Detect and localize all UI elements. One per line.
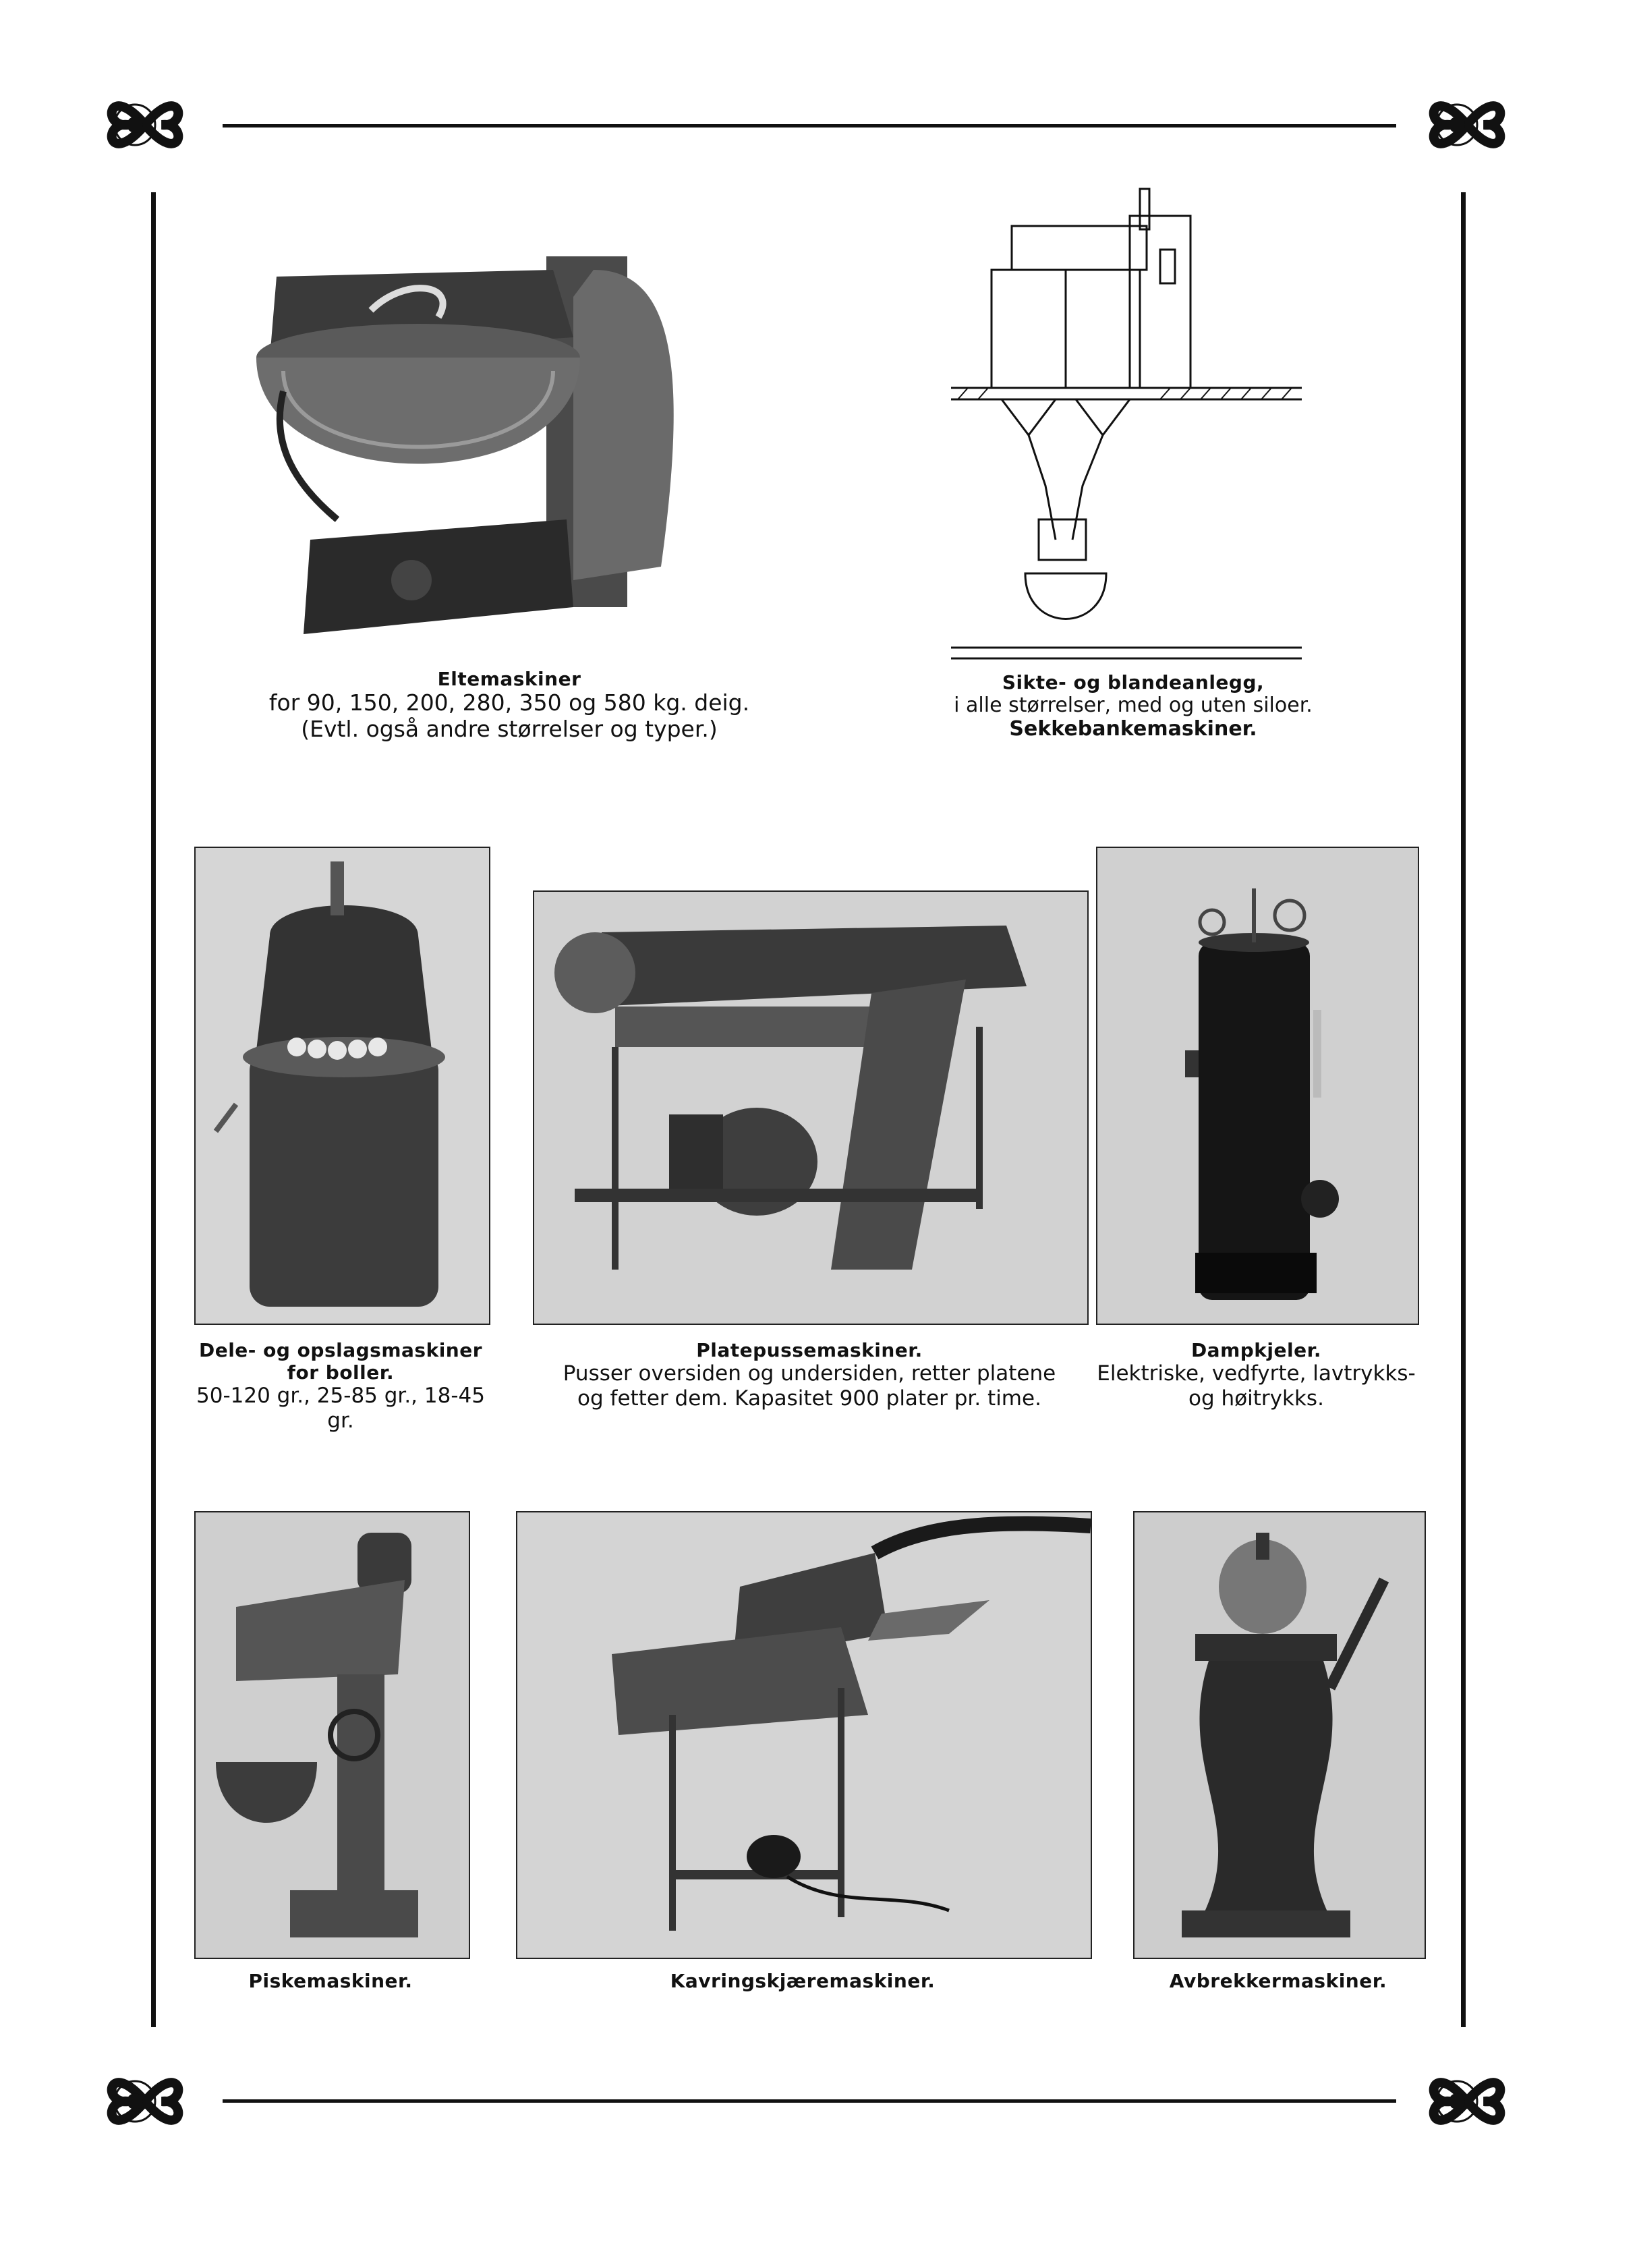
bottom-rule bbox=[223, 2099, 1396, 2103]
whisking-machine-photo bbox=[194, 1511, 470, 1959]
item-line: Pusser oversiden og undersiden, retter platene bbox=[563, 1361, 1056, 1386]
sifting-plant-diagram bbox=[938, 175, 1315, 668]
item-title: Kavringskjæremaskiner. bbox=[670, 1970, 936, 1992]
item-line: for 90, 150, 200, 280, 350 og 580 kg. deig. bbox=[268, 689, 750, 716]
item-line: 50-120 gr., 25-85 gr., 18-45 gr. bbox=[196, 1384, 485, 1433]
item-title: Dele- og opslagsmaskiner bbox=[198, 1339, 483, 1361]
item-title: Piskemaskiner. bbox=[248, 1970, 413, 1992]
item-title: Eltemaskiner bbox=[437, 668, 581, 690]
item-line: (Evtl. også andre størrelser og typer.) bbox=[301, 715, 718, 742]
caption-dele-opslagsmaskiner bbox=[182, 1339, 499, 1433]
corner-ornament-bottom-left bbox=[94, 2051, 196, 2152]
caption-eltemaskiner bbox=[223, 668, 796, 743]
item-line: i alle størrelser, med og uten siloer. bbox=[954, 693, 1313, 718]
corner-ornament-top-left bbox=[94, 74, 196, 175]
steam-boiler-photo bbox=[1096, 847, 1419, 1325]
plate-cleaning-machine-photo bbox=[533, 890, 1089, 1325]
caption-dampkjeler bbox=[1079, 1339, 1433, 1411]
caption-platepussemaskiner bbox=[513, 1339, 1106, 1411]
caption-avbrekkermaskiner bbox=[1120, 1970, 1437, 1992]
item-line: og høitrykks. bbox=[1188, 1386, 1324, 1411]
caption-sikte-blandeanlegg bbox=[924, 671, 1342, 741]
caption-kavringskjaeremaskiner bbox=[513, 1970, 1093, 1992]
item-title: Dampkjeler. bbox=[1190, 1339, 1322, 1361]
corner-ornament-bottom-right bbox=[1416, 2051, 1518, 2152]
item-line: Elektriske, vedfyrte, lavtrykks- bbox=[1097, 1361, 1416, 1386]
rusk-cutting-machine-photo bbox=[516, 1511, 1092, 1959]
right-border-rule bbox=[1461, 192, 1466, 2027]
kneading-machine-photo bbox=[256, 202, 769, 641]
item-title: Sikte- og blandeanlegg, bbox=[1002, 671, 1265, 693]
item-title: Avbrekkermaskiner. bbox=[1169, 1970, 1387, 1992]
divider-rounder-photo bbox=[194, 847, 490, 1325]
corner-ornament-top-right bbox=[1416, 74, 1518, 175]
left-border-rule bbox=[151, 192, 156, 2027]
top-rule bbox=[223, 124, 1396, 127]
item-title: Platepussemaskiner. bbox=[696, 1339, 923, 1361]
item-title: for boller. bbox=[287, 1361, 395, 1384]
breaker-machine-photo bbox=[1133, 1511, 1426, 1959]
item-line: og fetter dem. Kapasitet 900 plater pr. time. bbox=[577, 1386, 1041, 1411]
item-bold-line: Sekkebankemaskiner. bbox=[1009, 717, 1257, 741]
caption-piskemaskiner bbox=[182, 1970, 479, 1992]
